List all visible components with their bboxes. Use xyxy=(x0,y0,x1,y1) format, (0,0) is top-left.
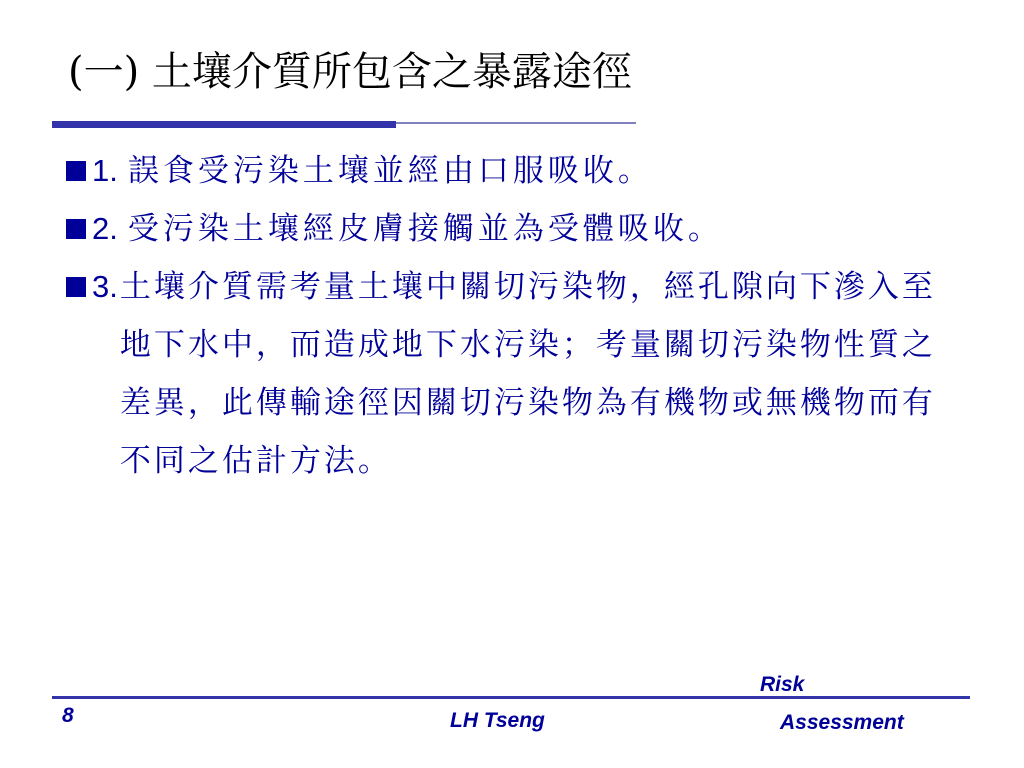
square-bullet-icon xyxy=(66,277,86,297)
slide-title: (一) 土壤介質所包含之暴露途徑 xyxy=(68,49,632,95)
footer-topic-line-1: Risk xyxy=(760,673,805,696)
bullet-number-1: 1. xyxy=(92,153,118,188)
footer-topic-line-2: Assessment xyxy=(780,711,904,734)
square-bullet-icon xyxy=(66,219,86,239)
bullet-item-1 xyxy=(66,142,966,200)
bullet-item-2 xyxy=(66,200,966,258)
bullet-text-2: 受污染土壤經皮膚接觸並為受體吸收。 xyxy=(127,211,723,247)
bullet-list xyxy=(66,142,966,490)
footer-topic xyxy=(760,666,950,742)
title-underline-thin xyxy=(396,122,636,124)
bullet-number-3: 3. xyxy=(92,269,118,304)
bullet-text-3: 土壤介質需考量土壤中關切污染物，經孔隙向下滲入至地下水中，而造成地下水污染；考量關切污染物性質之差異，此傳輸途徑因關切污染物為有機物或無機物而有不同之估計方法。 xyxy=(119,269,936,479)
square-bullet-icon xyxy=(66,161,86,181)
bullet-text-1: 誤食受污染土壤並經由口服吸收。 xyxy=(127,153,653,189)
title-underline-thick xyxy=(52,121,396,128)
footer-author: LH Tseng xyxy=(450,709,545,732)
bullet-number-2: 2. xyxy=(92,211,118,246)
page-number: 8 xyxy=(62,704,74,727)
bullet-item-3 xyxy=(66,258,966,490)
